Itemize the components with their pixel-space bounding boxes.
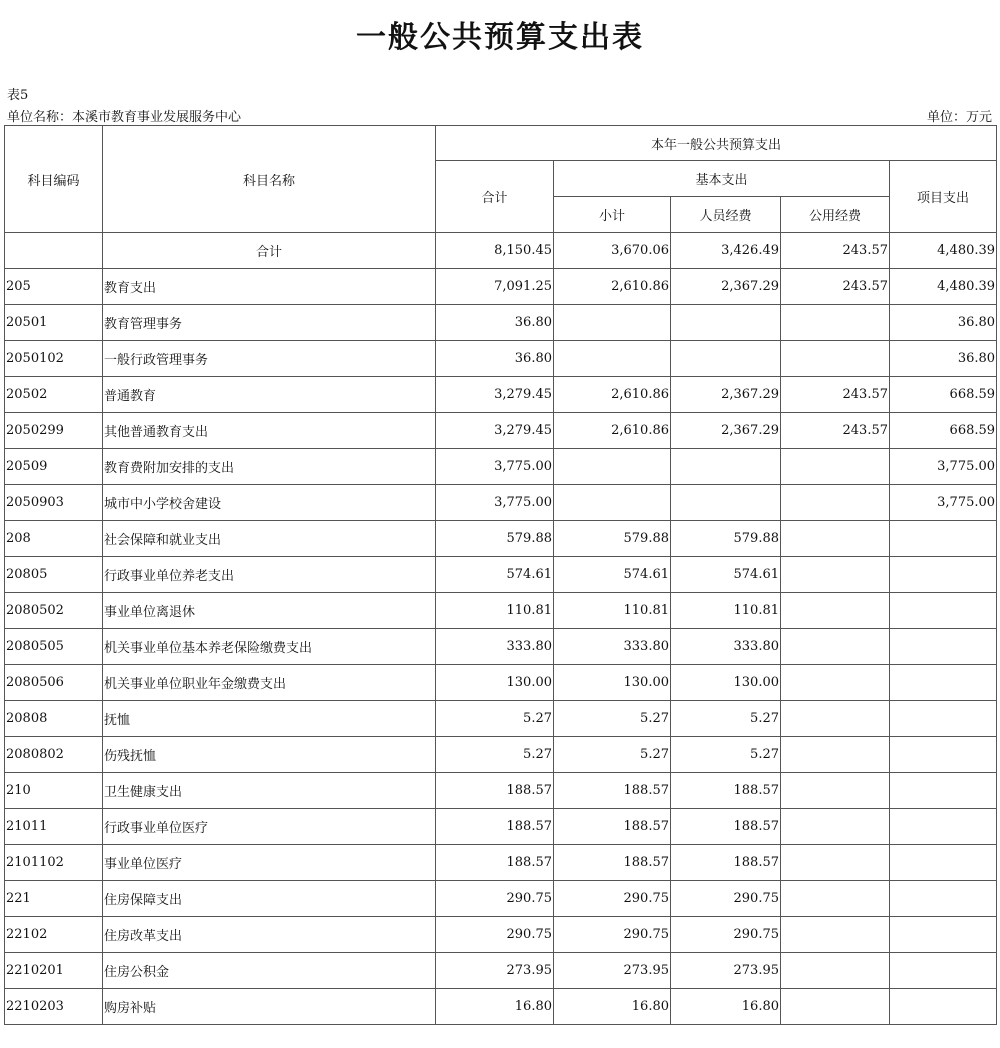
cell-subtotal: 188.57 [554, 845, 671, 881]
cell-name: 教育支出 [103, 269, 436, 305]
cell-name: 住房改革支出 [103, 917, 436, 953]
table-row [5, 377, 997, 413]
cell-name: 事业单位离退休 [103, 593, 436, 629]
cell-total: 188.57 [436, 809, 554, 845]
cell-project: 3,775.00 [890, 449, 997, 485]
cell-project: 668.59 [890, 413, 997, 449]
cell-code: 2080506 [5, 665, 103, 701]
table-row [5, 881, 997, 917]
cell-total: 3,279.45 [436, 413, 554, 449]
cell-subtotal: 290.75 [554, 917, 671, 953]
cell-code: 20808 [5, 701, 103, 737]
table-row [5, 557, 997, 593]
cell-name: 卫生健康支出 [103, 773, 436, 809]
cell-code: 2050299 [5, 413, 103, 449]
cell-total: 36.80 [436, 305, 554, 341]
cell-public [781, 341, 890, 377]
table-row [5, 701, 997, 737]
cell-code: 20805 [5, 557, 103, 593]
cell-total: 3,279.45 [436, 377, 554, 413]
cell-code: 208 [5, 521, 103, 557]
cell-total: 188.57 [436, 773, 554, 809]
cell-name: 其他普通教育支出 [103, 413, 436, 449]
cell-public [781, 593, 890, 629]
cell-total: 579.88 [436, 521, 554, 557]
cell-code: 2050102 [5, 341, 103, 377]
header-public: 公用经费 [781, 197, 890, 233]
cell-public [781, 953, 890, 989]
cell-name: 普通教育 [103, 377, 436, 413]
cell-project [890, 809, 997, 845]
cell-subtotal: 574.61 [554, 557, 671, 593]
table-row [5, 485, 997, 521]
table-row [5, 665, 997, 701]
cell-code: 20502 [5, 377, 103, 413]
cell-subtotal: 290.75 [554, 881, 671, 917]
cell-code: 2101102 [5, 845, 103, 881]
cell-name: 机关事业单位职业年金缴费支出 [103, 665, 436, 701]
table-row [5, 521, 997, 557]
cell-project [890, 773, 997, 809]
cell-name: 机关事业单位基本养老保险缴费支出 [103, 629, 436, 665]
cell-project [890, 665, 997, 701]
table-row [5, 737, 997, 773]
cell-personnel: 188.57 [671, 845, 781, 881]
cell-total: 188.57 [436, 845, 554, 881]
cell-public: 243.57 [781, 377, 890, 413]
cell-personnel: 2,367.29 [671, 269, 781, 305]
cell-personnel: 273.95 [671, 953, 781, 989]
cell-subtotal [554, 341, 671, 377]
table-row [5, 917, 997, 953]
cell-name: 合计 [103, 233, 436, 269]
header-subtotal: 小计 [554, 197, 671, 233]
cell-project: 4,480.39 [890, 269, 997, 305]
cell-public [781, 989, 890, 1025]
cell-name: 一般行政管理事务 [103, 341, 436, 377]
cell-public: 243.57 [781, 269, 890, 305]
cell-public [781, 809, 890, 845]
cell-name: 城市中小学校舍建设 [103, 485, 436, 521]
cell-personnel: 2,367.29 [671, 413, 781, 449]
cell-total: 574.61 [436, 557, 554, 593]
cell-project: 668.59 [890, 377, 997, 413]
cell-total: 3,775.00 [436, 485, 554, 521]
cell-personnel: 130.00 [671, 665, 781, 701]
table-row [5, 341, 997, 377]
cell-code: 21011 [5, 809, 103, 845]
cell-personnel: 579.88 [671, 521, 781, 557]
cell-code: 210 [5, 773, 103, 809]
cell-public [781, 881, 890, 917]
cell-code: 22102 [5, 917, 103, 953]
cell-name: 教育管理事务 [103, 305, 436, 341]
cell-subtotal: 130.00 [554, 665, 671, 701]
cell-public [781, 305, 890, 341]
table-row [5, 233, 997, 269]
cell-project [890, 953, 997, 989]
cell-personnel: 2,367.29 [671, 377, 781, 413]
cell-total: 5.27 [436, 737, 554, 773]
cell-code [5, 233, 103, 269]
cell-project [890, 557, 997, 593]
cell-public [781, 737, 890, 773]
budget-table-body [5, 126, 997, 1025]
cell-personnel [671, 485, 781, 521]
page-title: 一般公共预算支出表 [356, 20, 644, 55]
cell-personnel: 5.27 [671, 737, 781, 773]
cell-personnel [671, 449, 781, 485]
table-row [5, 269, 997, 305]
cell-public [781, 629, 890, 665]
header-row-1 [5, 126, 997, 161]
cell-subtotal [554, 305, 671, 341]
cell-name: 社会保障和就业支出 [103, 521, 436, 557]
table-row [5, 989, 997, 1025]
budget-table [4, 125, 997, 1025]
cell-project: 4,480.39 [890, 233, 997, 269]
cell-total: 5.27 [436, 701, 554, 737]
cell-name: 事业单位医疗 [103, 845, 436, 881]
cell-total: 16.80 [436, 989, 554, 1025]
cell-project [890, 917, 997, 953]
header-basic: 基本支出 [554, 161, 890, 197]
cell-code: 205 [5, 269, 103, 305]
cell-total: 273.95 [436, 953, 554, 989]
table-row [5, 809, 997, 845]
cell-project [890, 521, 997, 557]
cell-subtotal: 188.57 [554, 809, 671, 845]
cell-name: 教育费附加安排的支出 [103, 449, 436, 485]
cell-code: 20509 [5, 449, 103, 485]
cell-public [781, 917, 890, 953]
cell-project: 36.80 [890, 341, 997, 377]
cell-public [781, 521, 890, 557]
cell-name: 抚恤 [103, 701, 436, 737]
cell-project [890, 701, 997, 737]
cell-subtotal: 5.27 [554, 737, 671, 773]
cell-subtotal: 579.88 [554, 521, 671, 557]
cell-code: 2080505 [5, 629, 103, 665]
cell-total: 333.80 [436, 629, 554, 665]
cell-public [781, 701, 890, 737]
table-row [5, 413, 997, 449]
cell-public: 243.57 [781, 413, 890, 449]
cell-subtotal: 16.80 [554, 989, 671, 1025]
header-code: 科目编码 [5, 126, 103, 233]
table-row [5, 305, 997, 341]
table-row [5, 953, 997, 989]
cell-subtotal [554, 449, 671, 485]
cell-subtotal: 110.81 [554, 593, 671, 629]
cell-personnel: 290.75 [671, 881, 781, 917]
cell-personnel: 188.57 [671, 809, 781, 845]
cell-personnel [671, 341, 781, 377]
cell-personnel [671, 305, 781, 341]
cell-subtotal [554, 485, 671, 521]
cell-public [781, 557, 890, 593]
cell-total: 130.00 [436, 665, 554, 701]
cell-name: 伤残抚恤 [103, 737, 436, 773]
cell-total: 290.75 [436, 881, 554, 917]
currency-unit: 单位：万元 [926, 110, 992, 125]
cell-personnel: 574.61 [671, 557, 781, 593]
cell-public [781, 845, 890, 881]
cell-public [781, 773, 890, 809]
cell-total: 290.75 [436, 917, 554, 953]
cell-subtotal: 188.57 [554, 773, 671, 809]
cell-code: 2080802 [5, 737, 103, 773]
table-row [5, 629, 997, 665]
cell-total: 8,150.45 [436, 233, 554, 269]
unit-name: 单位名称：本溪市教育事业发展服务中心 [7, 110, 242, 125]
cell-public [781, 485, 890, 521]
cell-subtotal: 2,610.86 [554, 269, 671, 305]
cell-code: 2080502 [5, 593, 103, 629]
cell-project [890, 881, 997, 917]
header-name: 科目名称 [103, 126, 436, 233]
cell-subtotal: 2,610.86 [554, 413, 671, 449]
header-group: 本年一般公共预算支出 [436, 126, 997, 161]
cell-total: 110.81 [436, 593, 554, 629]
cell-public [781, 665, 890, 701]
cell-personnel: 188.57 [671, 773, 781, 809]
cell-personnel: 5.27 [671, 701, 781, 737]
table-row [5, 449, 997, 485]
cell-personnel: 333.80 [671, 629, 781, 665]
cell-code: 2210201 [5, 953, 103, 989]
cell-subtotal: 2,610.86 [554, 377, 671, 413]
cell-name: 行政事业单位养老支出 [103, 557, 436, 593]
cell-total: 7,091.25 [436, 269, 554, 305]
cell-subtotal: 333.80 [554, 629, 671, 665]
cell-code: 2210203 [5, 989, 103, 1025]
cell-personnel: 3,426.49 [671, 233, 781, 269]
cell-total: 36.80 [436, 341, 554, 377]
header-total: 合计 [436, 161, 554, 233]
table-row [5, 845, 997, 881]
cell-code: 2050903 [5, 485, 103, 521]
cell-public [781, 449, 890, 485]
cell-personnel: 290.75 [671, 917, 781, 953]
cell-subtotal: 3,670.06 [554, 233, 671, 269]
cell-project [890, 737, 997, 773]
cell-project: 3,775.00 [890, 485, 997, 521]
cell-personnel: 16.80 [671, 989, 781, 1025]
cell-project [890, 629, 997, 665]
cell-total: 3,775.00 [436, 449, 554, 485]
header-project: 项目支出 [890, 161, 997, 233]
table-row [5, 593, 997, 629]
cell-name: 住房保障支出 [103, 881, 436, 917]
cell-project: 36.80 [890, 305, 997, 341]
cell-project [890, 845, 997, 881]
cell-name: 行政事业单位医疗 [103, 809, 436, 845]
cell-subtotal: 273.95 [554, 953, 671, 989]
table-row [5, 773, 997, 809]
cell-name: 住房公积金 [103, 953, 436, 989]
cell-name: 购房补贴 [103, 989, 436, 1025]
cell-personnel: 110.81 [671, 593, 781, 629]
cell-project [890, 593, 997, 629]
table-number: 表5 [7, 88, 29, 103]
cell-code: 221 [5, 881, 103, 917]
cell-public: 243.57 [781, 233, 890, 269]
cell-code: 20501 [5, 305, 103, 341]
cell-subtotal: 5.27 [554, 701, 671, 737]
header-personnel: 人员经费 [671, 197, 781, 233]
cell-project [890, 989, 997, 1025]
